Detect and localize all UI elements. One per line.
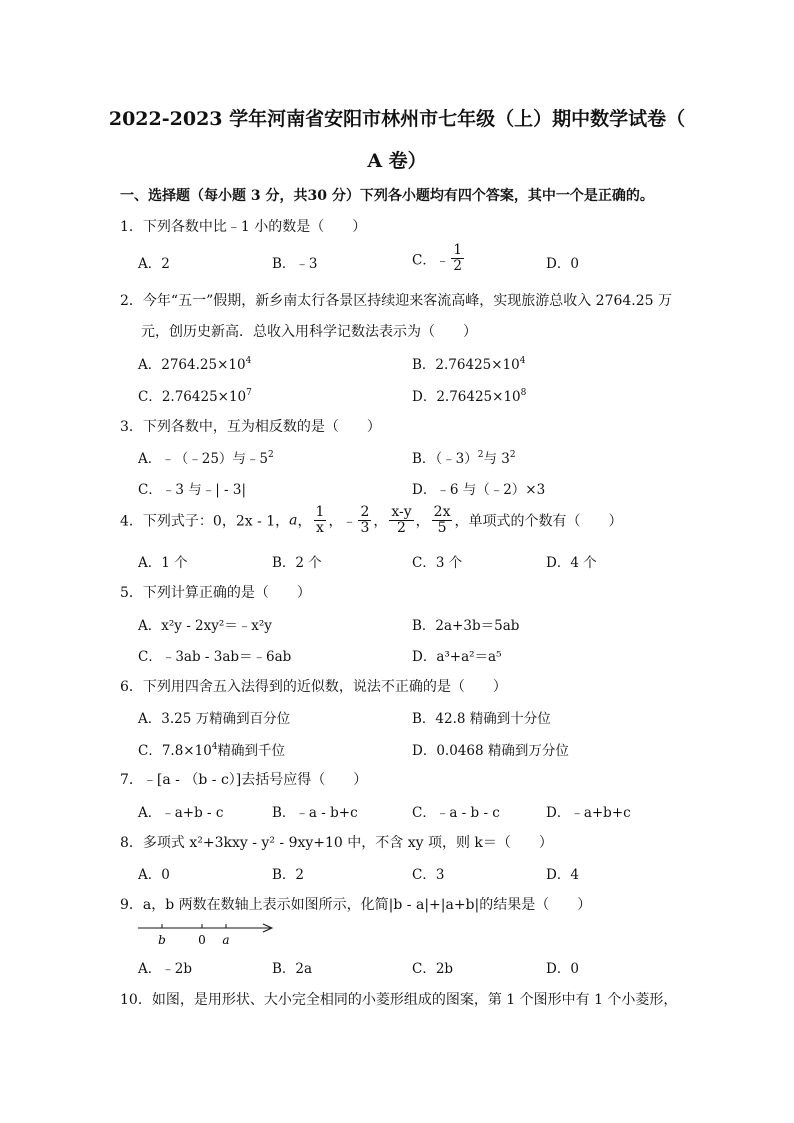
q4-stem-suffix: ，单项式的个数有（ ） [454,513,623,530]
q5-option-a: A．x²y - 2xy²＝﹣x²y [138,618,272,634]
q4-fraction-2-over-3 [358,505,371,536]
q2-a-base: A．2764.25×10 [138,357,246,373]
q1-stem: 1．下列各数中比﹣1 小的数是（ ） [120,219,367,235]
q3-option-c: C．﹣3 与﹣| - 3| [138,482,247,498]
q4-f2-numerator: 2 [360,504,370,520]
q6-c-base: C．7.8×10 [138,743,212,759]
q4-f4-numerator: 2x [433,504,451,520]
q6-option-c [138,739,285,759]
q8-option-c: C．3 [412,867,445,883]
q3-a-base: A．﹣（﹣25）与﹣5 [138,451,269,467]
q2-stem-line1: 2．今年“五一”假期，新乡南太行各景区持续迎来客流高峰，实现旅游总收入 2764.25 万 [120,293,673,309]
q4-comma2: ， [328,513,343,530]
q2-option-a [138,353,251,373]
q2-b-exponent: 4 [519,356,526,366]
q9-option-a: A．﹣2b [138,961,192,977]
q3-b-exponent1: 2 [477,450,484,460]
q1-option-c-fraction [451,243,464,274]
q4-stem-prefix: 4．下列式子：0，2x - 1， [120,513,290,530]
q2-option-d [412,385,526,405]
q4-fraction-1-over-x [314,505,327,536]
q2-a-exponent: 4 [245,356,252,366]
q3-option-d: D．﹣6 与（﹣2）×3 [412,482,546,498]
q4-comma4: ， [415,513,430,530]
q9-stem: 9．a，b 两数在数轴上表示如图所示，化简|b - a|+|a+b|的结果是（ ） [120,897,592,913]
q8-option-d: D．4 [546,867,579,883]
q4-variable-a: a [289,512,298,529]
label-b: b [158,933,166,947]
q3-option-b [412,447,516,467]
q4-f2-minus: ﹣ [342,513,357,530]
q9-option-b: B．2a [272,961,313,977]
q4-option-c: C．3 个 [412,555,463,571]
q1-c-denominator: 2 [453,258,462,274]
q4-option-d: D．4 个 [546,555,597,571]
q3-b-part2: 与 3 [483,451,510,467]
q6-option-d: D．0.0468 精确到万分位 [412,743,569,759]
q5-option-d: D．a³+a²＝a⁵ [412,649,502,665]
q4-f3-denominator: 2 [397,520,406,536]
q6-c-suffix: 精确到千位 [217,743,286,759]
q4-option-b: B．2 个 [272,555,322,571]
q1-c-numerator: 1 [453,242,462,258]
q2-c-exponent: 7 [246,388,252,398]
exam-title-line2: A 卷） [367,150,427,172]
q8-stem: 8．多项式 x²+3kxy - y² - 9xy+10 中，不含 xy 项，则 k＝（ ） [120,835,553,851]
q6-stem: 6．下列用四舍五入法得到的近似数，说法不正确的是（ ） [120,679,507,695]
q1-option-b: B．﹣3 [272,256,318,272]
q5-option-c: C．﹣3ab - 3ab＝﹣6ab [138,649,292,665]
q8-option-b: B．2 [272,867,305,883]
q2-option-c [138,385,252,405]
section-heading: 一、选择题（每小题 3 分，共30 分）下列各小题均有四个答案，其中一个是正确的。 [120,188,654,204]
q4-f1-numerator: 1 [315,504,325,520]
q7-option-c: C．﹣a - b - c [412,805,500,821]
q2-b-base: B．2.76425×10 [412,357,520,373]
q2-d-base: D．2.76425×10 [412,389,521,405]
q7-option-b: B．﹣a - b+c [272,805,358,821]
q1-option-c-prefix: C．﹣ [412,252,450,269]
number-line-figure [136,918,281,952]
q4-stem [120,505,622,536]
q9-option-c: C．2b [412,961,454,977]
q1-option-d: D．0 [546,256,579,272]
q4-f3-numerator: x-y [391,504,412,520]
q9-option-d: D．0 [546,961,579,977]
q7-option-a: A．﹣a+b - c [138,805,224,821]
q4-comma3: ， [373,513,388,530]
q2-stem-line2: 元，创历史新高．总收入用科学记数法表示为（ ） [141,324,477,340]
exam-title-line1: 2022-2023 学年河南省安阳市林州市七年级（上）期中数学试卷（ [108,108,686,130]
q6-c-exponent: 4 [211,742,218,752]
q4-fraction-xy-over-2 [389,505,413,536]
label-zero: 0 [198,933,206,947]
q5-stem: 5．下列计算正确的是（ ） [120,585,311,601]
q2-c-base: C．2.76425×10 [138,389,247,405]
label-a: a [222,933,230,947]
q4-f4-denominator: 5 [437,520,447,536]
q3-a-exponent: 2 [268,450,274,460]
q6-option-b: B．42.8 精确到十分位 [412,711,551,727]
q4-fraction-2x-over-5 [432,505,453,536]
q10-stem: 10．如图，是用形状、大小完全相同的小菱形组成的图案，第 1 个图形中有 1 个小菱形， [120,992,678,1008]
q4-f1-denominator: x [316,520,324,536]
q8-option-a: A．0 [138,867,170,883]
q1-option-c [412,243,466,274]
q4-option-a: A．1 个 [138,555,188,571]
q4-f2-denominator: 3 [360,520,370,536]
q7-option-d: D．﹣a+b+c [546,805,631,821]
q3-b-part1: B．（﹣3） [412,451,478,467]
q3-stem: 3．下列各数中，互为相反数的是（ ） [120,419,381,435]
q2-d-exponent: 8 [520,388,527,398]
q5-option-b: B．2a+3b＝5ab [412,618,520,634]
q4-comma1: ， [297,513,312,530]
q1-option-a: A．2 [138,256,170,272]
q7-stem: 7．﹣[a - （b - c）]去括号应得（ ） [120,772,368,788]
q6-option-a: A．3.25 万精确到百分位 [138,711,291,727]
q3-option-a [138,447,274,467]
q2-option-b [412,353,525,373]
q3-b-exponent2: 2 [509,450,516,460]
